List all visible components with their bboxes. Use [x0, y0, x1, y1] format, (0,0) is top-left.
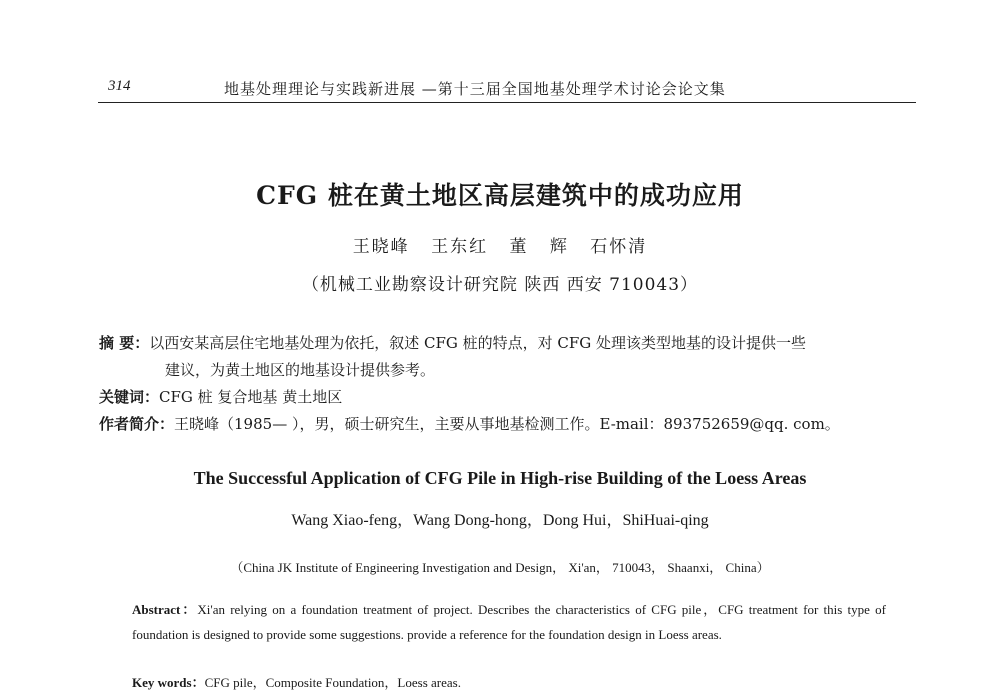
abstract-zh-line1: 以西安某高层住宅地基处理为依托，叙述 CFG 桩的特点，对 CFG 处理该类型地基的设计提供一些	[149, 334, 807, 352]
page-number: 314	[108, 78, 131, 94]
abstract-zh-label: 摘 要：	[99, 334, 150, 352]
abstract-en	[132, 597, 886, 647]
abstract-zh	[99, 330, 919, 384]
running-title: 地基处理理论与实践新进展 —第十三届全国地基处理学术讨论会论文集	[224, 80, 726, 98]
running-header	[98, 78, 916, 103]
author-info-label: 作者简介：	[99, 415, 175, 433]
keywords-en	[132, 672, 461, 691]
author-info	[99, 411, 919, 438]
keywords-zh-text: CFG 桩 复合地基 黄土地区	[159, 388, 343, 406]
paper-title-en: The Successful Application of CFG Pile in High-rise Building of the Loess Areas	[193, 468, 807, 488]
paper-title-zh: CFG 桩在黄土地区高层建筑中的成功应用	[256, 181, 744, 210]
authors-en: Wang Xiao-feng，Wang Dong-hong，Dong Hui，ShiHuai-qing	[291, 512, 709, 529]
authors-zh: 王晓峰 王东红 董 辉 石怀清	[352, 237, 648, 257]
affiliation-zh: （机械工业勘察设计研究院 陕西 西安 710043）	[301, 275, 699, 295]
keywords-en-text: CFG pile，Composite Foundation，Loess areas.	[204, 675, 461, 690]
keywords-zh-label: 关键词：	[99, 388, 160, 406]
keywords-zh	[99, 384, 919, 411]
abstract-zh-line2: 建议，为黄土地区的地基设计提供参考。	[165, 361, 436, 379]
keywords-en-label: Key words：	[132, 675, 205, 690]
abstract-en-text: Xi'an relying on a foundation treatment of project. Describes the characteristics of CFG pile，CFG treatment for this type of foundation is designed to provide some suggestions. provide a reference for the foundation design in Loess areas.	[132, 602, 886, 642]
author-info-text: 王晓峰（1985— ），男，硕士研究生，主要从事地基检测工作。E-mail：893752659@qq. com。	[174, 415, 840, 433]
affiliation-en: （China JK Institute of Engineering Investigation and Design， Xi'an， 710043， Shaanxi， China）	[230, 560, 770, 575]
abstract-en-label: Abstract：	[132, 602, 198, 617]
